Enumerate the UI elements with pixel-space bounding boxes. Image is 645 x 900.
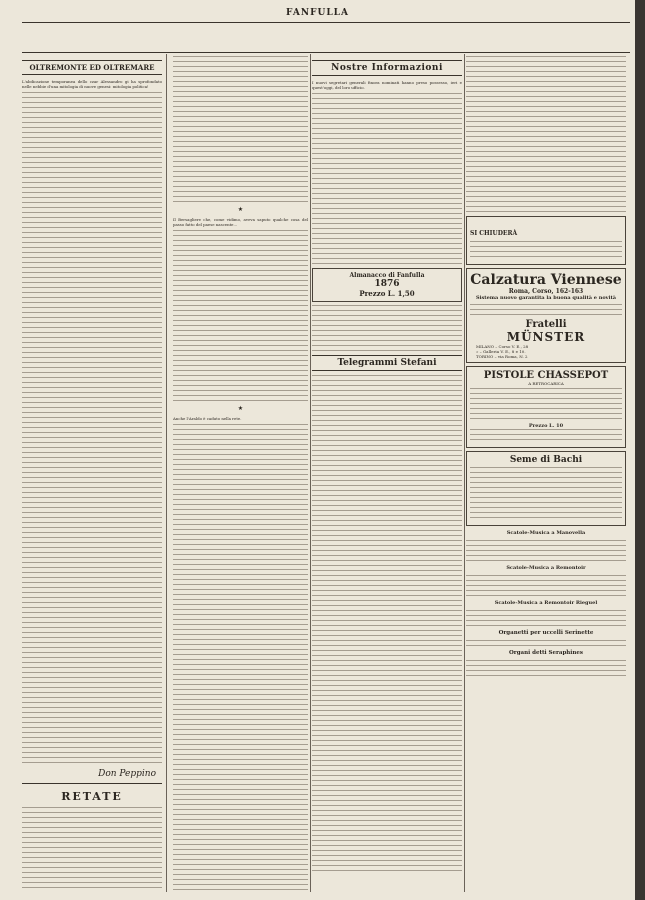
separator-ornament: ★ xyxy=(237,206,244,213)
ad-subtitle: Roma, Corso, 162-163 xyxy=(508,288,584,295)
column-divider xyxy=(166,54,167,892)
column-divider xyxy=(464,54,465,892)
ad-address: TORINO – via Roma, N. 2 xyxy=(476,354,528,359)
ad-subtitle: A RETROCARICA xyxy=(528,381,564,386)
text-lines xyxy=(173,424,308,892)
ad-title: SI CHIUDERÀ xyxy=(470,230,518,237)
column-4-advertisements xyxy=(466,56,626,892)
ad-fratelli: Fratelli xyxy=(525,319,567,330)
text-lines xyxy=(312,93,462,264)
text-lines xyxy=(22,807,162,892)
column-1 xyxy=(22,56,162,892)
ad-seme-di-bachi xyxy=(466,451,626,526)
ad-title: Scatole-Musica a Manovella xyxy=(506,530,586,536)
signature: Don Peppino xyxy=(98,769,156,779)
ad-title: Calzatura Viennese xyxy=(470,272,622,288)
column-top-rule xyxy=(22,52,630,53)
column-divider xyxy=(310,54,311,892)
ad-text: Sistema nuovo garantita la buona qualità e novità xyxy=(475,295,617,301)
ad-munster: MÜNSTER xyxy=(506,330,586,344)
ad-address: MILANO – Corso V. E., 28 xyxy=(476,344,529,349)
ad-calzatura-viennese xyxy=(466,268,626,363)
section-title-oltremonte: OLTREMONTE ED OLTREMARE xyxy=(22,60,162,75)
ad-si-chiudera xyxy=(466,216,626,265)
separator-ornament: ★ xyxy=(237,405,244,412)
ad-title: Seme di Bachi xyxy=(509,455,583,465)
text-lines xyxy=(22,92,162,763)
section-title-retate: RETATE xyxy=(61,790,123,803)
ad-pistole-chassepot xyxy=(466,366,626,448)
ad-title: Organetti per uccelli Serinette xyxy=(498,630,594,636)
column-3 xyxy=(312,56,462,892)
ad-title: Organi detti Seraphines xyxy=(509,650,583,656)
column-2 xyxy=(173,56,308,892)
article-paragraph: Anche l'Araldo è caduto nella rete. xyxy=(173,416,242,421)
almanac-box xyxy=(312,268,462,302)
section-title-telegrammi: Telegrammi Stefani xyxy=(312,355,462,371)
masthead-rule xyxy=(22,22,630,23)
ad-title: Scatole-Musica a Remontoir xyxy=(506,565,586,571)
text-lines xyxy=(312,305,462,351)
article-paragraph: L'abdicazione temporanea dello czar Alessandro gi ha sprofondato nelle nebbie d'una mitologia di nuove genesi: mitologia politica! xyxy=(22,79,162,89)
almanac-price: Prezzo L. 1,50 xyxy=(359,289,415,298)
text-lines xyxy=(173,56,308,202)
page-binding-edge xyxy=(635,0,645,900)
almanac-year: 1876 xyxy=(374,279,400,289)
ad-title: Scatole-Musica a Remontoir Rieguel xyxy=(494,600,598,606)
text-lines xyxy=(173,230,308,401)
article-paragraph: I nuovi segretari generali finora nominati hanno preso possesso, ieri e quest'oggi, del loro ufficio. xyxy=(312,80,462,90)
ad-title: PISTOLE CHASSEPOT xyxy=(483,370,609,381)
almanac-title: Almanacco di Fanfulla xyxy=(349,272,425,279)
ad-price: Prezzo L. 10 xyxy=(528,423,564,429)
section-title-informazioni: Nostre Informazioni xyxy=(312,60,462,76)
text-lines xyxy=(466,56,626,212)
text-lines xyxy=(312,375,462,871)
article-paragraph: Il Bersagliere che, come vidimo, aveva saputo qualche cosa del passo fatto del paese nascente... xyxy=(173,217,308,227)
masthead: FANFULLA xyxy=(286,8,349,18)
ad-address: » – Galleria V. E., 8 e 10. xyxy=(476,349,526,354)
